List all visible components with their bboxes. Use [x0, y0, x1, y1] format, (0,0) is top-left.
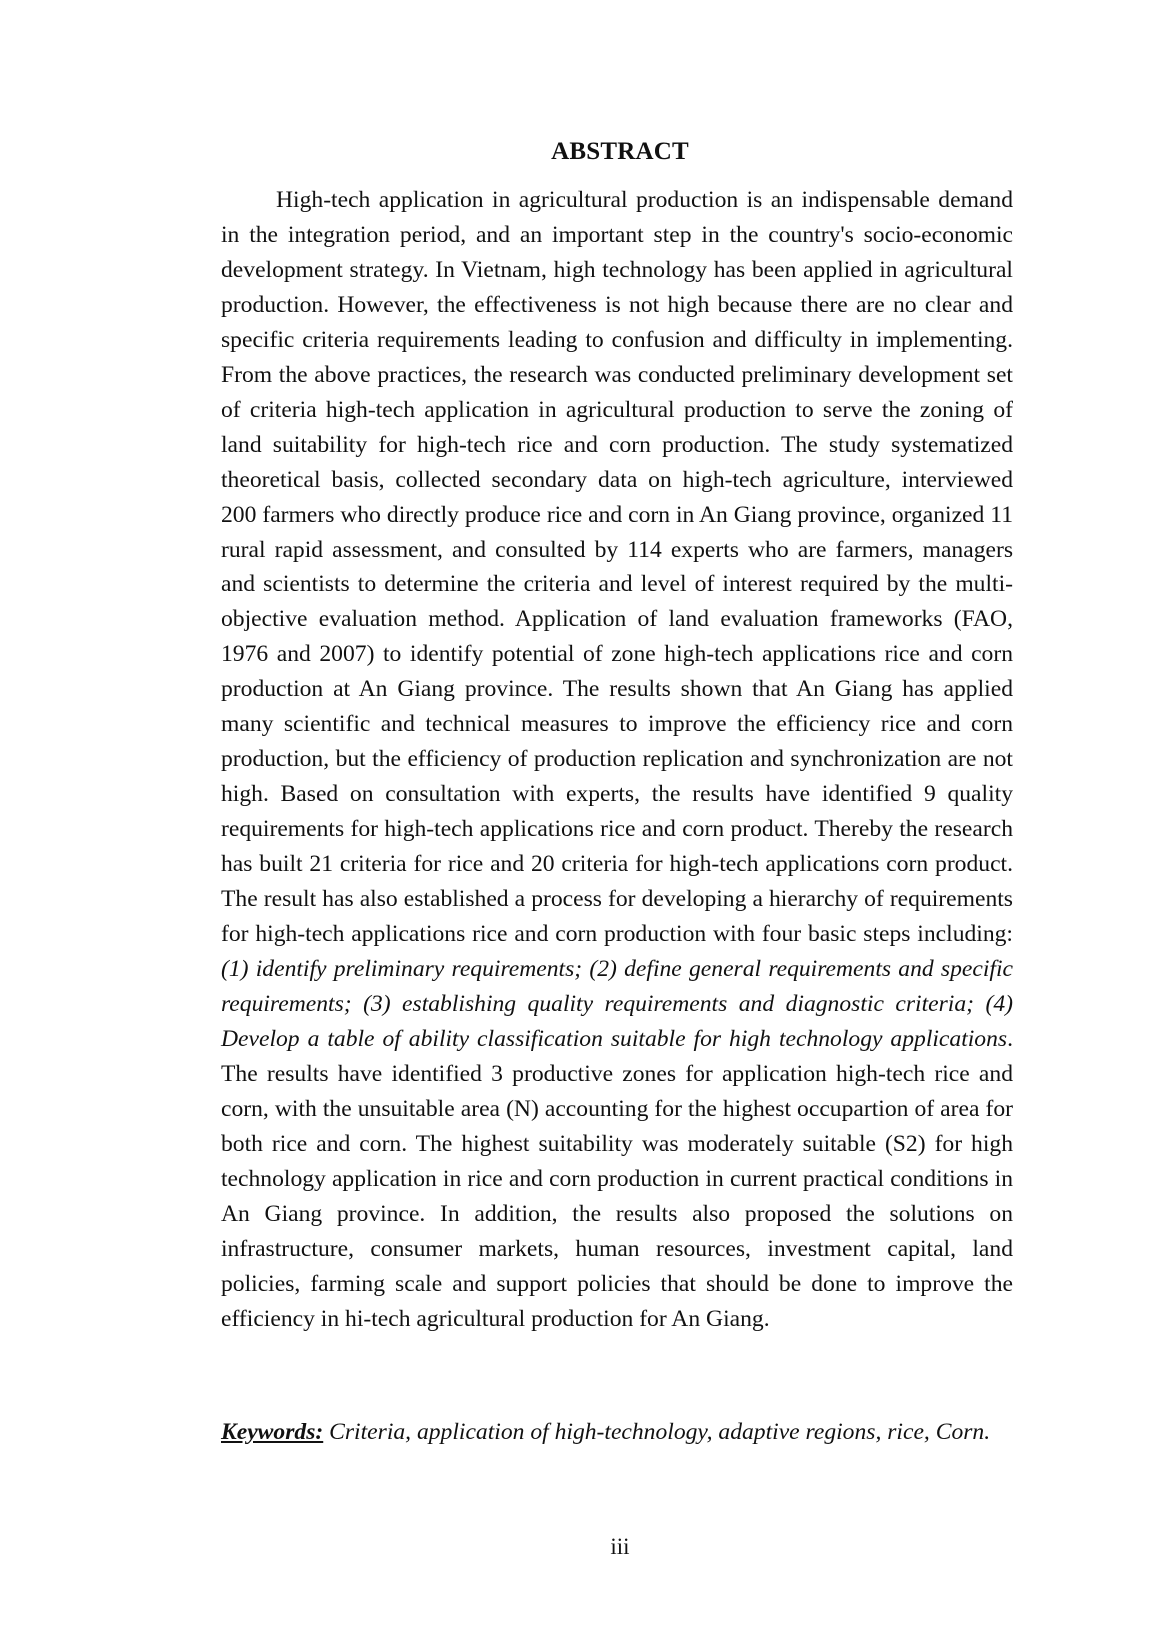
- abstract-text-part2: . The results have identified 3 productive zones for application high-tech rice and corn, with the unsuitable area (N) accounting for the highest occupartion of area for both rice and corn. The highest suitability was moderately suitable (S2) for high technology application in rice and corn production in current practical conditions in An Giang province. In addition, the results also proposed the solutions on infrastructure, consumer markets, human resources, investment capital, land policies, farming scale and support policies that should be done to improve the efficiency in hi-tech agricultural production for An Giang.: [221, 1025, 1013, 1332]
- abstract-paragraph: [221, 183, 1013, 1336]
- page-number: iii: [610, 1534, 630, 1559]
- keywords-label: Keywords:: [221, 1419, 324, 1445]
- keywords-text: Criteria, application of high-technology, adaptive regions, rice, Corn.: [323, 1419, 991, 1445]
- keywords-line: [221, 1418, 1013, 1446]
- abstract-title: ABSTRACT: [551, 138, 689, 165]
- abstract-text-part1: High-tech application in agricultural production is an indispensable demand in the integration period, and an important step in the country's socio-economic development strategy. In Vietnam, high technology has been applied in agricultural production. However, the effectiveness is not high because there are no clear and specific criteria requirements leading to confusion and difficulty in implementing. From the above practices, the research was conducted preliminary development set of criteria high-tech application in agricultural production to serve the zoning of land suitability for high-tech rice and corn production. The study systematized theoretical basis, collected secondary data on high-tech agriculture, interviewed 200 farmers who directly produce rice and corn in An Giang province, organized 11 rural rapid assessment, and consulted by 114 experts who are farmers, managers and scientists to determine the criteria and level of interest required by the multi-objective evaluation method. Application of land evaluation frameworks (FAO, 1976 and 2007) to identify potential of zone high-tech applications rice and corn production at An Giang province. The results shown that An Giang has applied many scientific and technical measures to improve the efficiency rice and corn production, but the efficiency of production replication and synchronization are not high. Based on consultation with experts, the results have identified 9 quality requirements for high-tech applications rice and corn product. Thereby the research has built 21 criteria for rice and 20 criteria for high-tech applications corn product. The result has also established a process for developing a hierarchy of requirements for high-tech applications rice and corn production with four basic steps including:: [221, 187, 1013, 948]
- abstract-steps-italic: (1) identify preliminary requirements; (2) define general requirements and specific requirements; (3) establishing quality requirements and diagnostic criteria; (4) Develop a table of ability classification suitable for high technology applications: [221, 955, 1013, 1052]
